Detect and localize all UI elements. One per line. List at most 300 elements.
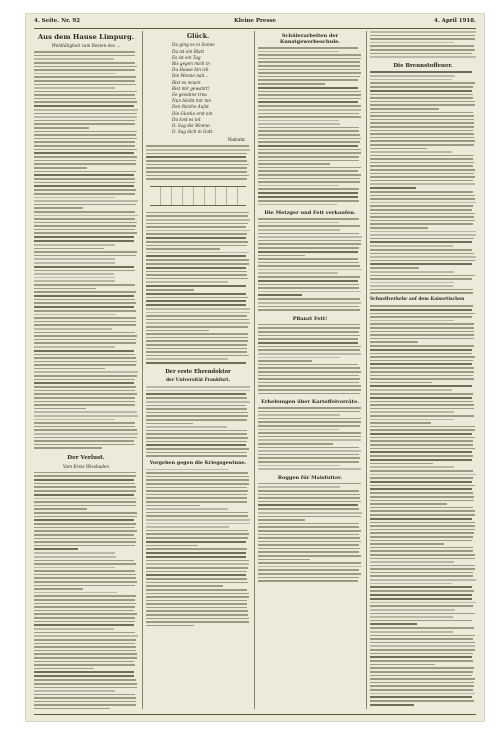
text-line [370, 623, 417, 625]
text-line [34, 94, 135, 96]
text-line [258, 130, 359, 132]
column-2 [146, 31, 250, 709]
text-line [258, 69, 360, 71]
text-line [34, 141, 135, 143]
text-line [370, 231, 476, 233]
text-line [370, 241, 472, 243]
text-line [146, 326, 248, 328]
text-line [146, 469, 228, 471]
text-line [34, 516, 137, 518]
text-line [34, 73, 116, 75]
text-line [34, 127, 89, 129]
text-line [370, 137, 474, 139]
text-line [258, 393, 360, 395]
text-line [34, 182, 135, 184]
text-line [34, 116, 137, 118]
text-line [146, 248, 220, 250]
text-line [258, 443, 333, 445]
text-line [258, 497, 360, 499]
text-line [34, 490, 136, 492]
text-line [370, 656, 472, 658]
text-line [258, 566, 362, 568]
text-line [34, 314, 116, 316]
text-line [370, 602, 476, 604]
text-line [258, 519, 305, 521]
text-line [34, 163, 136, 165]
text-line [146, 426, 227, 428]
text-line [34, 519, 134, 521]
text-line [258, 309, 360, 311]
text-line [146, 541, 246, 543]
text-line [34, 563, 136, 565]
text-line [258, 494, 360, 496]
text-line [370, 341, 418, 343]
text-line [258, 280, 358, 282]
text-line [34, 342, 136, 344]
text-line [258, 450, 361, 452]
text-line [258, 276, 360, 278]
text-line [258, 461, 359, 463]
page-header [34, 18, 476, 28]
text-line [370, 220, 475, 222]
text-line [258, 152, 361, 154]
text-line [370, 53, 472, 55]
text-line [34, 291, 136, 293]
text-line [258, 236, 362, 238]
text-line [34, 679, 136, 681]
poem-line: D. Sag die Wonne. [172, 123, 211, 129]
text-line [370, 572, 473, 574]
text-line [146, 552, 246, 554]
text-line [370, 433, 472, 435]
poem-line: Nun bleibt mir nie [172, 98, 212, 104]
text-line [34, 185, 134, 187]
newspaper-page [26, 14, 484, 721]
text-line [258, 411, 360, 413]
text-line [146, 259, 249, 261]
text-line [370, 660, 473, 662]
text-line [370, 664, 435, 666]
article-body [258, 47, 362, 205]
text-line [258, 269, 362, 271]
article-subheading-2: Vom Kreis Wiesbaden [62, 463, 110, 469]
article-heading-2: Die Metzger und Fett verkaufen. [264, 210, 356, 217]
text-line [370, 353, 472, 355]
text-line [258, 141, 360, 143]
text-line [370, 547, 473, 549]
text-line [370, 689, 473, 691]
text-line [146, 533, 249, 535]
text-line [370, 492, 473, 494]
text-line [34, 156, 137, 158]
column-divider [366, 31, 367, 709]
text-line [146, 245, 247, 247]
text-line [370, 594, 472, 596]
text-line [146, 278, 248, 280]
text-line [34, 76, 136, 78]
text-line [370, 543, 444, 545]
text-line [258, 555, 361, 557]
text-line [258, 51, 339, 53]
text-line [370, 101, 475, 103]
text-line [146, 171, 247, 173]
text-line [370, 451, 472, 453]
text-line [34, 66, 137, 68]
text-line [146, 505, 200, 507]
text-line [146, 585, 223, 587]
text-line [34, 51, 135, 53]
text-line [34, 232, 137, 234]
poem-author: Niebuhr. [227, 137, 246, 143]
text-line [34, 505, 136, 507]
text-line [370, 363, 472, 365]
text-line [370, 415, 474, 417]
page-number: 4. Seite. Nr. 92 [34, 18, 80, 24]
text-line [258, 526, 359, 528]
text-line [370, 561, 454, 563]
text-line [258, 483, 361, 485]
text-line [146, 593, 249, 595]
text-line [370, 191, 473, 193]
text-line [258, 185, 339, 187]
text-line [34, 694, 135, 696]
issue-date: 4. April 1918. [434, 18, 476, 24]
text-line [370, 148, 427, 150]
text-line [258, 342, 358, 344]
text-line [34, 668, 94, 670]
text-line [146, 415, 248, 417]
text-line [146, 175, 249, 177]
text-line [34, 646, 136, 648]
article-body-2 [34, 472, 138, 709]
text-line [370, 485, 475, 487]
article-body-3 [258, 324, 362, 394]
text-line [370, 444, 473, 446]
text-line [370, 122, 474, 124]
text-line [258, 338, 358, 340]
text-line [258, 87, 358, 89]
text-line [34, 567, 115, 569]
text-line [34, 361, 137, 363]
text-line [370, 575, 473, 577]
text-line [34, 701, 136, 703]
text-line [258, 548, 360, 550]
text-line [370, 119, 474, 121]
text-line [34, 379, 135, 381]
text-line [34, 486, 136, 488]
text-line [34, 538, 136, 540]
text-line [34, 350, 134, 352]
poem-line: Du ist ein Blatt [172, 48, 205, 54]
text-line [370, 568, 475, 570]
text-line [258, 421, 361, 423]
text-line [370, 579, 476, 581]
article-heading-3: Pflanzt Fett! [292, 315, 328, 322]
text-line [34, 603, 136, 605]
text-line [146, 423, 193, 425]
article-body-2 [258, 218, 362, 311]
text-line [34, 577, 136, 579]
text-line [258, 233, 359, 235]
text-line [146, 614, 248, 616]
text-line [370, 488, 472, 490]
text-line [34, 447, 102, 449]
text-line [370, 590, 474, 592]
text-line [370, 320, 454, 322]
text-line [34, 494, 134, 496]
text-line [370, 558, 475, 560]
text-line [370, 263, 472, 265]
text-line [34, 650, 136, 652]
text-line [258, 83, 325, 85]
text-line [258, 530, 361, 532]
article-body-2 [370, 71, 476, 294]
text-line [146, 452, 247, 454]
poem-line: Du Hause bin ich [172, 67, 209, 73]
text-line [370, 356, 475, 358]
text-line [370, 209, 472, 211]
text-line [146, 625, 194, 627]
text-line [34, 671, 134, 673]
text-line [370, 112, 473, 114]
text-line [34, 138, 137, 140]
text-line [146, 215, 248, 217]
text-line [258, 65, 360, 67]
text-line [34, 207, 83, 209]
text-line [146, 455, 247, 457]
text-line [370, 345, 474, 347]
article-body [370, 31, 476, 58]
text-line [34, 624, 134, 626]
text-line [34, 295, 134, 297]
text-line [34, 585, 135, 587]
text-line [370, 360, 473, 362]
text-line [370, 165, 473, 167]
text-line [34, 105, 134, 107]
text-line [258, 389, 361, 391]
text-line [34, 371, 138, 373]
text-line [34, 375, 137, 377]
text-line [34, 62, 135, 64]
text-line [370, 285, 453, 287]
text-line [34, 321, 136, 323]
text-line [258, 98, 361, 100]
text-line [34, 200, 138, 202]
text-line [370, 305, 473, 307]
text-line [258, 375, 359, 377]
text-line [146, 571, 247, 573]
text-line [34, 299, 135, 301]
article-heading: Aus dem Hause Limpurg. [37, 33, 135, 41]
text-line [34, 527, 135, 529]
text-line [370, 685, 474, 687]
text-line [258, 222, 339, 224]
text-line [34, 475, 136, 477]
text-line [258, 414, 340, 416]
text-line [146, 156, 246, 158]
text-line [34, 204, 136, 206]
text-line [370, 278, 472, 280]
text-line [146, 160, 247, 162]
text-line [146, 386, 250, 388]
text-line [34, 69, 135, 71]
text-line [146, 297, 248, 299]
text-line [146, 319, 249, 321]
text-line [258, 371, 361, 373]
text-line [258, 262, 359, 264]
text-line [370, 510, 475, 512]
text-line [370, 289, 473, 291]
text-line [34, 683, 137, 685]
text-line [370, 645, 475, 647]
text-line [370, 631, 453, 633]
text-line [258, 196, 358, 198]
text-line [34, 534, 134, 536]
article-heading-3: Vorgehen gegen die Kriegsgewinne. [149, 459, 247, 466]
text-line [258, 291, 361, 293]
text-line [258, 378, 360, 380]
text-line [258, 149, 361, 151]
text-line [258, 425, 360, 427]
text-line [258, 367, 360, 369]
text-line [258, 116, 361, 118]
text-line [258, 192, 358, 194]
text-line [34, 472, 136, 474]
text-line [258, 200, 359, 202]
sheet-music-illustration [150, 186, 246, 206]
text-line [34, 346, 115, 348]
text-line [146, 212, 249, 214]
text-line [34, 512, 137, 514]
text-line [258, 385, 361, 387]
text-line [370, 256, 476, 258]
text-line [370, 397, 472, 399]
text-line [370, 477, 473, 479]
text-line [34, 339, 136, 341]
text-line [370, 271, 454, 273]
text-line [146, 241, 248, 243]
poem-line: Du ging es in Sonne [172, 42, 215, 48]
text-line [146, 479, 249, 481]
text-line [370, 448, 475, 450]
text-line [34, 687, 137, 689]
text-line [258, 101, 358, 103]
text-line [146, 515, 248, 517]
text-line [146, 252, 249, 254]
text-line [258, 255, 305, 257]
text-line [370, 253, 474, 255]
text-line [370, 367, 474, 369]
text-line [34, 530, 137, 532]
text-line [370, 675, 472, 677]
text-line [370, 195, 475, 197]
text-line [258, 454, 359, 456]
article-heading-2: Der Verlust. [67, 454, 105, 461]
text-line [146, 330, 209, 332]
text-line [370, 213, 475, 215]
text-line [34, 277, 115, 279]
text-line [34, 270, 135, 272]
text-line [146, 230, 250, 232]
text-line [370, 327, 474, 329]
text-line [370, 385, 472, 387]
text-line [34, 131, 137, 133]
text-line [146, 397, 247, 399]
text-line [34, 635, 138, 637]
text-line [258, 429, 339, 431]
text-line [258, 47, 358, 49]
text-line [370, 667, 474, 669]
text-line [258, 436, 361, 438]
poem-line: Den Reiche Aufst [172, 104, 209, 110]
text-line [258, 160, 359, 162]
text-line [370, 419, 454, 421]
text-line [258, 508, 359, 510]
text-line [34, 123, 135, 125]
text-line [370, 507, 473, 509]
text-line [146, 337, 248, 339]
text-line [146, 596, 249, 598]
text-line [146, 472, 248, 474]
text-line [370, 514, 475, 516]
text-line [258, 258, 358, 260]
text-line [370, 500, 474, 502]
text-line [370, 31, 476, 33]
article-body-2 [146, 212, 250, 364]
text-line [370, 56, 476, 58]
text-line [34, 508, 87, 510]
text-line [146, 545, 198, 547]
text-line [370, 470, 473, 472]
poem-line: Es ist ein Tag [172, 54, 201, 60]
text-line [370, 605, 473, 607]
text-line [146, 600, 247, 602]
text-line [146, 607, 247, 609]
text-line [258, 306, 359, 308]
text-line [370, 260, 475, 262]
footer-rule [34, 714, 476, 715]
text-line [34, 354, 135, 356]
text-line [34, 113, 137, 115]
text-line [146, 233, 247, 235]
text-line [258, 501, 361, 503]
text-line [146, 274, 247, 276]
text-line [34, 592, 117, 594]
text-line [34, 440, 134, 442]
text-line [34, 639, 136, 641]
text-line [34, 317, 136, 319]
text-line [370, 349, 472, 351]
text-line [258, 407, 361, 409]
text-line [370, 627, 474, 629]
text-line [370, 375, 473, 377]
text-line [34, 653, 137, 655]
text-line [370, 162, 474, 164]
text-line [146, 255, 246, 257]
text-line [34, 98, 136, 100]
text-line [146, 563, 249, 565]
text-line [258, 298, 360, 300]
text-line [146, 401, 250, 403]
text-line [258, 331, 359, 333]
text-line [370, 440, 473, 442]
text-line [370, 94, 473, 96]
text-line [370, 130, 473, 132]
text-line [370, 554, 475, 556]
poem-line: Bist es neuen [172, 79, 201, 85]
text-line [370, 382, 432, 384]
text-line [258, 573, 361, 575]
